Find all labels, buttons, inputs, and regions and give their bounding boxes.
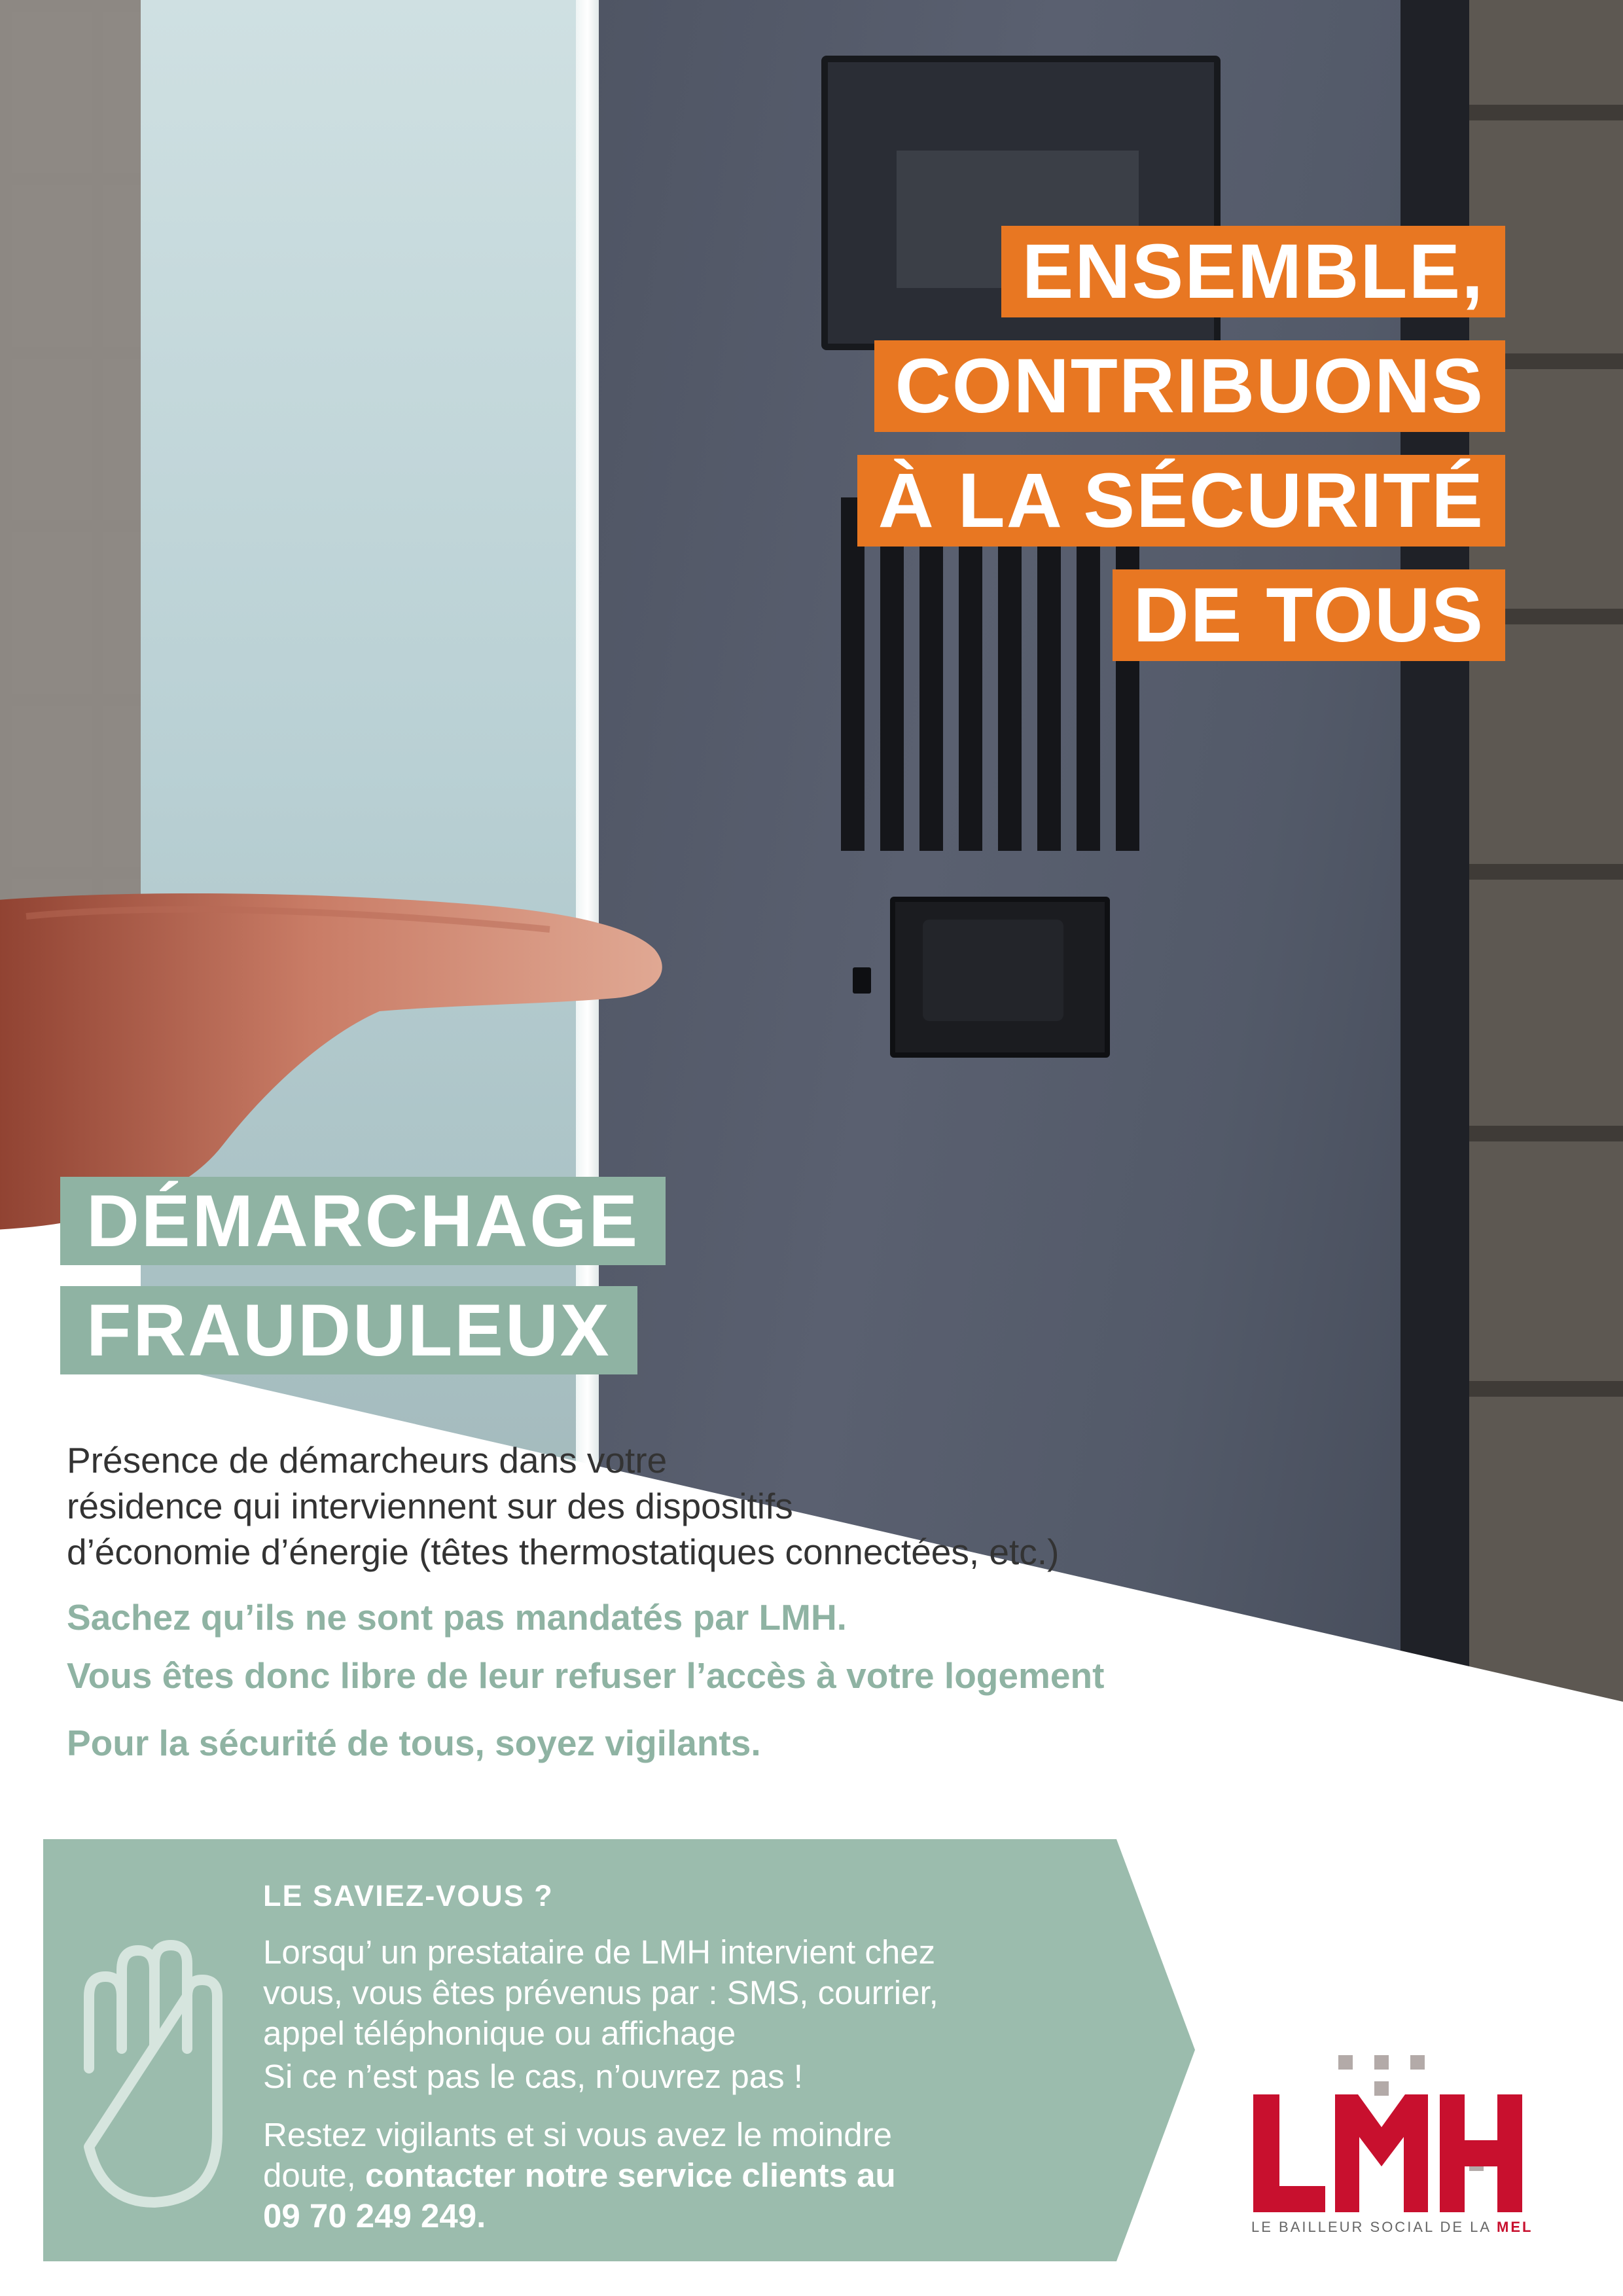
headline-line-1: ENSEMBLE, (1001, 226, 1505, 317)
paragraph-line: doute, contacter notre service clients au (263, 2157, 896, 2194)
paragraph-line: Lorsqu’ un prestataire de LMH intervient chez (263, 1933, 936, 1971)
tiled-wall (0, 0, 157, 916)
notice-be-vigilant: Pour la sécurité de tous, soyez vigilants. (67, 1723, 761, 1763)
logo-tagline: LE BAILLEUR SOCIAL DE LA MEL (1251, 2219, 1533, 2235)
phone-number: 09 70 249 249. (263, 2197, 486, 2234)
intro-line: résidence qui interviennent sur des dispositifs (67, 1486, 793, 1526)
call-button (923, 920, 1063, 1021)
info-box-paragraph-2: Si ce n’est pas le cas, n’ouvrez pas ! (263, 2058, 803, 2095)
paragraph-line: vous, vous êtes prévenus par : SMS, courrier, (263, 1974, 938, 2011)
headline-line-2: CONTRIBUONS (874, 340, 1505, 432)
info-box-paragraph-1 (263, 1932, 1114, 2054)
intercom-led (853, 967, 871, 994)
title-line-2: FRAUDULEUX (60, 1286, 637, 1374)
stop-hand-icon (63, 1937, 233, 2212)
info-box-paragraph-3 (263, 2115, 1114, 2236)
headline-line-3: À LA SÉCURITÉ (857, 455, 1505, 547)
intro-line: d’économie d’énergie (têtes thermostatiques connectées, etc.) (67, 1532, 1060, 1572)
headline-line-4: DE TOUS (1113, 569, 1505, 661)
paragraph-line: appel téléphonique ou affichage (263, 2015, 736, 2052)
pointing-hand-photo (0, 864, 681, 1230)
notice-not-mandated: Sachez qu’ils ne sont pas mandatés par LMH. (67, 1597, 847, 1638)
intro-line: Présence de démarcheurs dans votre (67, 1440, 668, 1480)
speaker-grille (841, 497, 865, 851)
intro-paragraph (67, 1437, 1219, 1575)
notice-refuse-access: Vous êtes donc libre de leur refuser l’accès à votre logement (67, 1655, 1105, 1696)
service-clients-text: contacter notre service clients au (365, 2157, 896, 2194)
paragraph-line: Restez vigilants et si vous avez le moindre (263, 2116, 892, 2153)
title-line-1: DÉMARCHAGE (60, 1177, 666, 1265)
info-box-title: LE SAVIEZ-VOUS ? (263, 1879, 554, 1912)
